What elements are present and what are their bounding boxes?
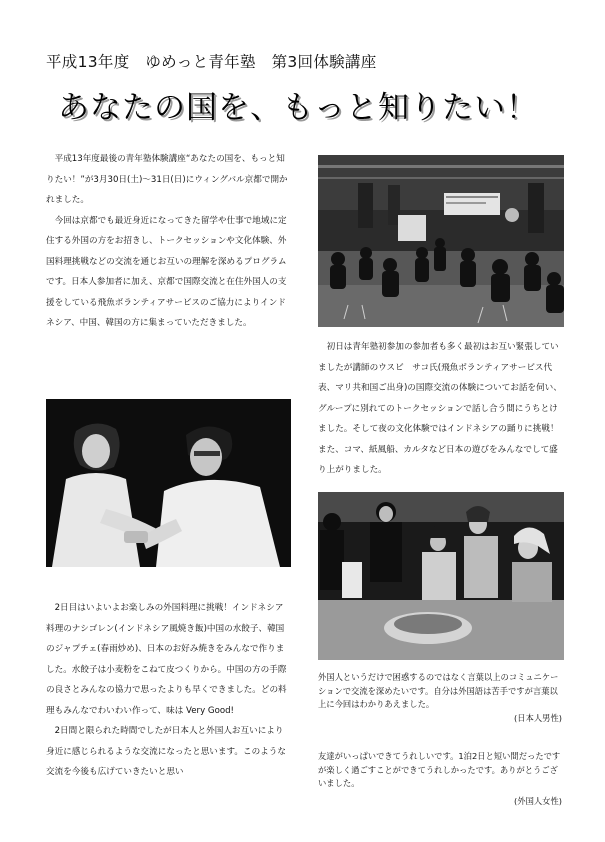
paragraph: 2日目はいよいよお楽しみの外国料理に挑戦！インドネシア料理のナシゴレン(インドネシア風焼き飯)中国の水餃子、韓国のジャプチェ(春雨炒め)、日本のお好み焼きをみんなで作りました。水餃子は小麦粉をこねて皮つくりから。中国の方の手際の良さとみんなの協力で思ったよりも早くできました。どの料理もみんなでわいわい作って、味は Very Good! bbox=[46, 603, 287, 716]
paragraph: 平成13年度最後の青年塾体験講座“あなたの国を、もっと知りたい！”が3月30日(土)～31日(日)にウィングバル京都で開かれました。 bbox=[46, 154, 288, 205]
participant-comment-1 bbox=[318, 671, 566, 725]
paragraph: 初日は青年塾初参加の参加者も多く最初はお互い緊張していましたが講師のウスビ サコ氏(飛魚ボランティアサービス代表、マリ共和国ご出身)の国際交流の体験についてお話を伺い、グループに別れてのトークセッションで話し合う間にうちとけました。そして夜の文化体験ではインドネシアの踊りに挑戦！また、コマ、紙風船、カルタなど日本の遊びをみんなでして盛り上がりました。 bbox=[318, 342, 562, 475]
comment-attribution: (日本人男性) bbox=[514, 712, 562, 723]
comment-attribution: (外国人女性) bbox=[514, 795, 562, 806]
second-day-text bbox=[46, 598, 291, 783]
seminar-hall-photo bbox=[318, 155, 564, 327]
first-day-text bbox=[318, 337, 564, 481]
paragraph: 2日間と限られた時間でしたが日本人と外国人お互いにより身近に感じられるような交流になったと思います。このような交流を今後も広げていきたいと思い bbox=[46, 726, 286, 777]
comment-text: 友達がいっぱいできてうれしいです。1泊2日と短い間だったですが楽しく過ごすことができてうれしかったです。ありがとうございました。 bbox=[318, 751, 561, 788]
intro-text bbox=[46, 149, 289, 334]
page-title: あなたの国を、もっと知りたい！ bbox=[58, 90, 538, 126]
paragraph: 今回は京都でも最近身近になってきた留学や仕事で地域に定住する外国の方をお招きし、トークセッションや文化体験、外国料理挑戦などの交流を通じお互いの理解を深めるプログラムです。日本人参加者に加え、京都で国際交流と在住外国人の支援をしている飛魚ボランティアサービスのご協力によりインドネシア、中国、韓国の方に集まっていただきました。 bbox=[46, 215, 287, 328]
subtitle: 平成13年度 ゆめっと青年塾 第3回体験講座 bbox=[46, 53, 377, 71]
comment-text: 外国人というだけで困惑するのではなく言葉以上のコミュニケーションで交流を深めたいです。自分は外国語は苦手ですが言葉以上に今回はわかりあえました。 bbox=[318, 672, 559, 709]
cooking-photo bbox=[318, 492, 564, 660]
participant-comment-2 bbox=[318, 750, 566, 808]
two-participants-photo bbox=[46, 399, 291, 567]
